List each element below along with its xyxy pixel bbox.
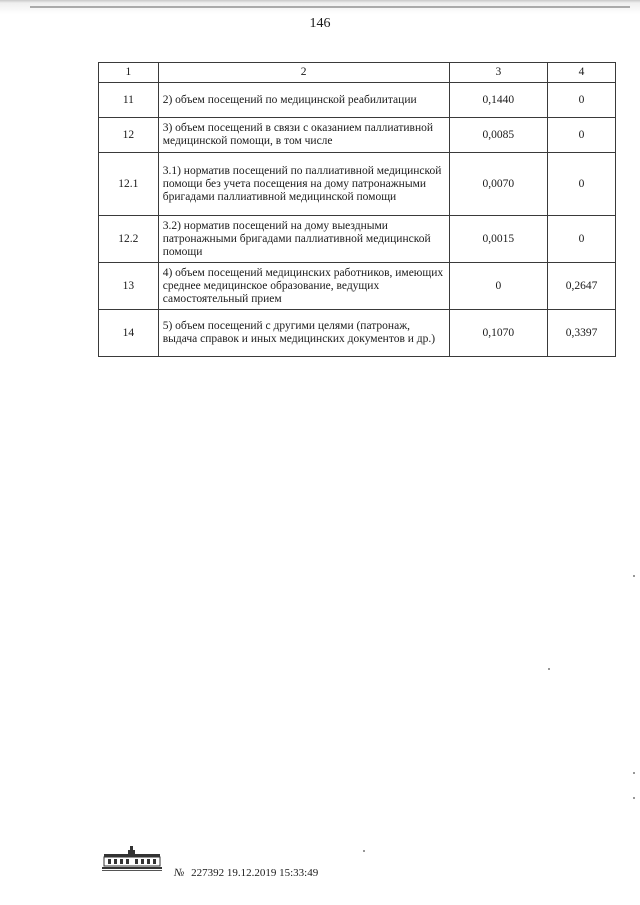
scan-dot (548, 668, 550, 670)
row-number: 12.1 (99, 153, 159, 216)
row-number: 12 (99, 118, 159, 153)
row-description: 5) объем посещений с другими целями (патронаж, выдача справок и иных медицинских документов и др.) (158, 310, 449, 357)
row-value-col3: 0 (449, 263, 548, 310)
document-footer (100, 846, 400, 886)
row-value-col3: 0,0085 (449, 118, 548, 153)
norms-table (98, 62, 616, 357)
row-description: 2) объем посещений по медицинской реабилитации (158, 83, 449, 118)
header-col-4: 4 (548, 63, 616, 83)
table-row (99, 263, 616, 310)
row-number: 13 (99, 263, 159, 310)
row-number: 14 (99, 310, 159, 357)
row-value-col4: 0,2647 (548, 263, 616, 310)
parliament-building-icon (100, 846, 164, 874)
row-value-col3: 0,1070 (449, 310, 548, 357)
row-value-col4: 0 (548, 153, 616, 216)
table-header-row (99, 63, 616, 83)
row-value-col4: 0,3397 (548, 310, 616, 357)
row-value-col4: 0 (548, 118, 616, 153)
table-row (99, 83, 616, 118)
scan-dot (633, 575, 635, 577)
row-value-col4: 0 (548, 83, 616, 118)
document-id: 227392 (191, 867, 225, 879)
row-value-col4: 0 (548, 216, 616, 263)
header-col-3: 3 (449, 63, 548, 83)
scan-line-artifact (30, 6, 630, 8)
row-value-col3: 0,1440 (449, 83, 548, 118)
row-description: 3.2) норматив посещений на дому выездными патронажными бригадами паллиативной медицинской помощи (158, 216, 449, 263)
table-row (99, 216, 616, 263)
row-description: 3) объем посещений в связи с оказанием паллиативной медицинской помощи, в том числе (158, 118, 449, 153)
row-number: 11 (99, 83, 159, 118)
row-description: 3.1) норматив посещений по паллиативной медицинской помощи без учета посещения на дому патронажными бригадами паллиативной медицинской помощи (158, 153, 449, 216)
row-description: 4) объем посещений медицинских работников, имеющих среднее медицинское образование, ведущих самостоятельный прием (158, 263, 449, 310)
scan-dot (633, 772, 635, 774)
number-sign: № (174, 867, 185, 879)
row-value-col3: 0,0015 (449, 216, 548, 263)
row-value-col3: 0,0070 (449, 153, 548, 216)
document-registration-stamp (174, 867, 318, 879)
table-row (99, 153, 616, 216)
page-number: 146 (309, 16, 331, 31)
row-number: 12.2 (99, 216, 159, 263)
scan-dot (633, 797, 635, 799)
document-timestamp: 19.12.2019 15:33:49 (226, 867, 319, 879)
header-col-1: 1 (99, 63, 159, 83)
table-row (99, 118, 616, 153)
table-row (99, 310, 616, 357)
header-col-2: 2 (158, 63, 449, 83)
